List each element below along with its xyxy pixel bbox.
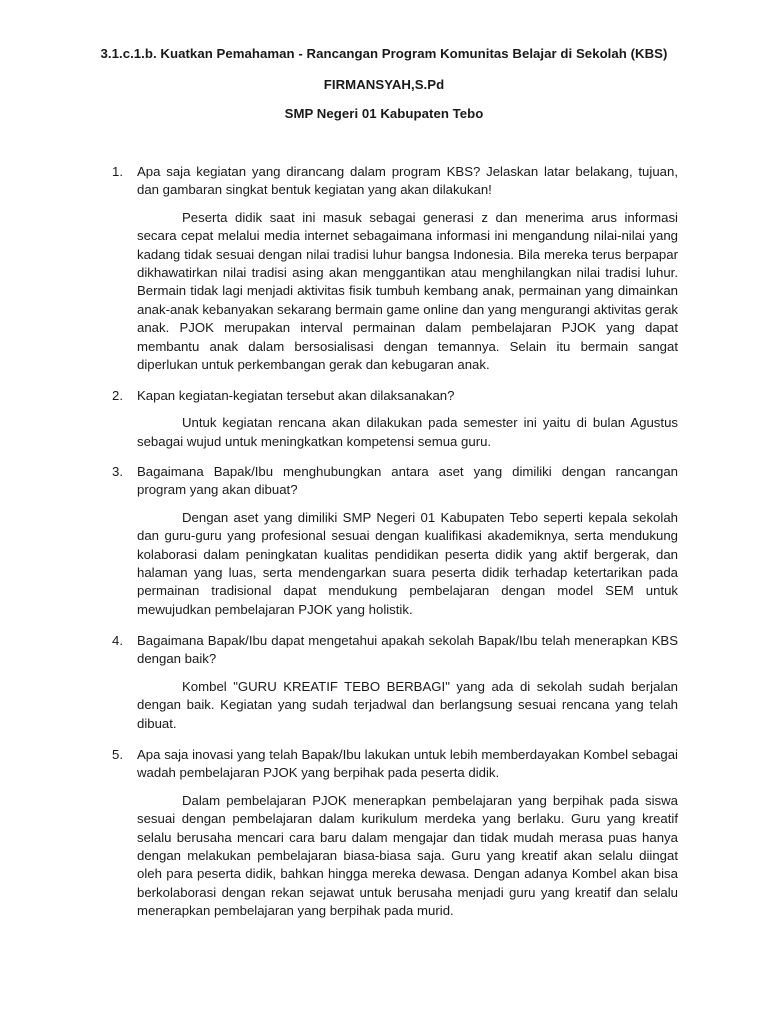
question-text: Kapan kegiatan-kegiatan tersebut akan dilaksanakan?	[137, 388, 455, 403]
answer-text: Dengan aset yang dimiliki SMP Negeri 01 Kabupaten Tebo seperti kepala sekolah dan guru-guru yang profesional sesuai dengan kualifikasi akademiknya, serta mendukung kolaborasi dalam peningkatan kualitas pendidikan peserta didik yang aktif bergerak, dan halaman yang luas, serta mendengarkan suara peserta didik terhadap ketertarikan pada permainan tradisional dapat mendukung pembelajaran dengan model SEM untuk mewujudkan pembelajaran PJOK yang holistik.	[137, 509, 678, 617]
question-item-1	[112, 163, 678, 374]
question-item-3	[112, 463, 678, 619]
author-name: FIRMANSYAH,S.Pd	[323, 77, 445, 92]
question-text: Bagaimana Bapak/Ibu menghubungkan antara aset yang dimiliki dengan rancangan program yang akan dibuat?	[137, 464, 678, 498]
question-number: 5.	[112, 747, 123, 762]
school-name: SMP Negeri 01 Kabupaten Tebo	[284, 106, 484, 121]
question-item-2	[112, 387, 678, 451]
question-item-5	[112, 746, 678, 921]
question-text: Apa saja kegiatan yang dirancang dalam program KBS? Jelaskan latar belakang, tujuan, dan gambaran singkat bentuk kegiatan yang akan dilakukan!	[137, 164, 678, 198]
answer-text: Untuk kegiatan rencana akan dilakukan pada semester ini yaitu di bulan Agustus sebagai wujud untuk meningkatkan kompetensi semua guru.	[137, 415, 678, 449]
document-title: 3.1.c.1.b. Kuatkan Pemahaman - Rancangan Program Komunitas Belajar di Sekolah (KBS)	[100, 46, 668, 61]
question-number: 2.	[112, 388, 123, 403]
question-number: 3.	[112, 464, 123, 479]
answer-text: Kombel "GURU KREATIF TEBO BERBAGI" yang ada di sekolah sudah berjalan dengan baik. Kegiatan yang sudah terjadwal dan berlangsung sesuai rencana yang telah dibuat.	[137, 678, 678, 731]
answer-text: Dalam pembelajaran PJOK menerapkan pembelajaran yang berpihak pada siswa sesuai dengan pembelajaran dalam kurikulum merdeka yang berlaku. Guru yang kreatif selalu berusaha mencari cara baru dalam mengajar dan tidak mudah merasa puas hanya dengan melakukan pembelajaran biasa-biasa saja. Guru yang kreatif akan selalu diingat oleh para peserta didik, bahkan hingga mereka dewasa. Dengan adanya Kombel akan bisa berkolaborasi dengan rekan sejawat untuk berusaha menjadi guru yang kreatif dan selalu menerapkan pembelajaran yang berpihak pada murid.	[137, 792, 678, 919]
question-text: Bagaimana Bapak/Ibu dapat mengetahui apakah sekolah Bapak/Ibu telah menerapkan KBS dengan baik?	[137, 633, 678, 667]
question-text: Apa saja inovasi yang telah Bapak/Ibu lakukan untuk lebih memberdayakan Kombel sebagai wadah pembelajaran PJOK yang berpihak pada peserta didik.	[137, 747, 678, 781]
question-number: 1.	[112, 164, 123, 179]
question-item-4	[112, 632, 678, 733]
answer-text: Peserta didik saat ini masuk sebagai generasi z dan menerima arus informasi secara cepat melalui media internet sebagaimana informasi ini mengandung nilai-nilai yang kadang tidak sesuai dengan nilai tradisi luhur bangsa Indonesia. Bila mereka terus berpapar dikhawatirkan nilai tradisi asing akan menggantikan atau menghilangkan nilai tradisi luhur. Bermain tidak lagi menjadi aktivitas fisik tumbuh kembang anak, permainan yang dimainkan anak-anak kebanyakan sekarang bermain game online dan yang mengurangi aktivitas gerak anak. PJOK merupakan interval permainan dalam pembelajaran PJOK yang dapat membantu anak dalam bersosialisasi dengan temannya. Selain itu bermain sangat diperlukan untuk perkembangan gerak dan kebugaran anak.	[137, 209, 678, 373]
question-number: 4.	[112, 633, 123, 648]
